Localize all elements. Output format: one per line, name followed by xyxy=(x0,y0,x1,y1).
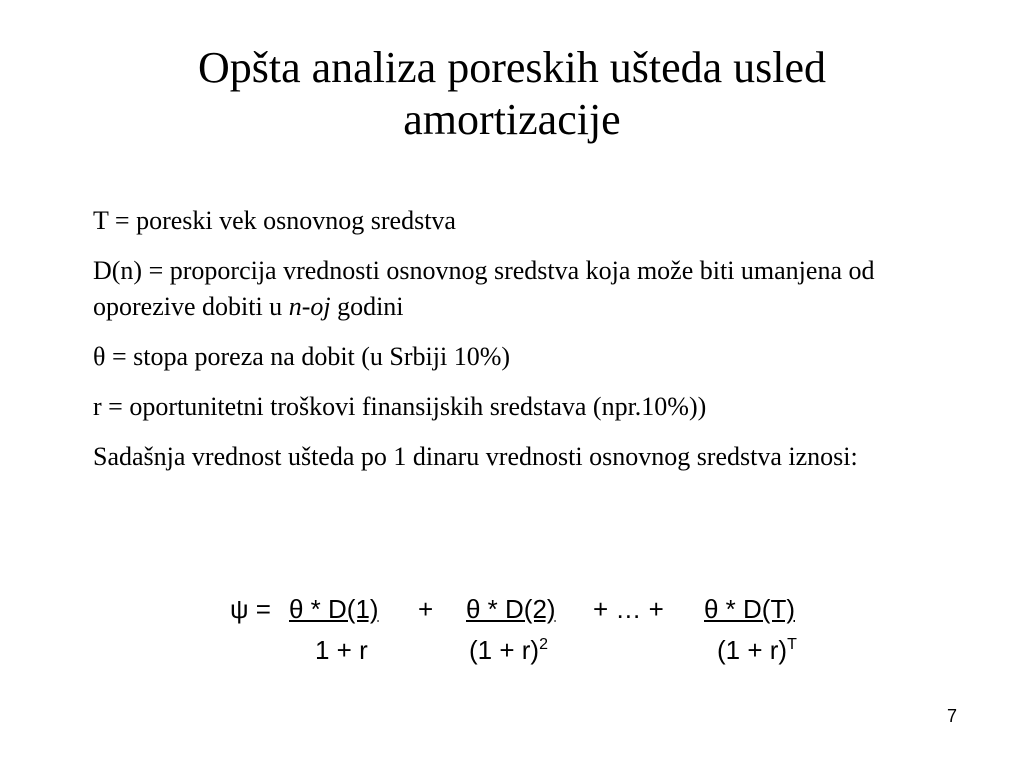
definition-d-tail: godini xyxy=(330,292,404,321)
slide-title xyxy=(0,42,1024,146)
formula-plus-1: + xyxy=(418,594,434,624)
formula-denominator-1: 1 + r xyxy=(315,635,368,665)
formula-denominator-3-base: (1 + r) xyxy=(717,635,788,665)
formula-numerator-1: θ * D(1) xyxy=(289,594,379,624)
page-number: 7 xyxy=(947,706,958,726)
formula-numerator-3: θ * D(T) xyxy=(704,594,795,624)
formula-lhs: ψ = xyxy=(230,594,271,624)
definition-r: r = oportunitetni troškovi finansijskih sredstava (npr.10%)) xyxy=(93,392,707,421)
formula-numerator-2: θ * D(2) xyxy=(466,594,556,624)
definition-d-italic: n-oj xyxy=(288,292,331,321)
definition-theta: θ = stopa poreza na dobit (u Srbiji 10%) xyxy=(93,342,511,371)
formula-denominator-2-base: (1 + r) xyxy=(469,635,540,665)
present-value-formula xyxy=(0,592,1024,682)
formula-denominator-3 xyxy=(717,635,797,665)
slide-title-line-1: Opšta analiza poreskih ušteda usled xyxy=(197,43,827,92)
formula-denominator-2-exponent: 2 xyxy=(539,636,548,653)
definition-d xyxy=(93,253,973,325)
formula-denominator-3-exponent: T xyxy=(787,636,797,653)
definition-present-value: Sadašnja vrednost ušteda po 1 dinaru vrednosti osnovnog sredstva iznosi: xyxy=(93,442,858,471)
slide-title-line-2: amortizacije xyxy=(403,95,621,144)
definitions-list xyxy=(93,203,973,489)
formula-denominator-2 xyxy=(469,635,548,665)
definition-t: T = poreski vek osnovnog sredstva xyxy=(93,206,456,235)
definition-d-text: D(n) = proporcija vrednosti osnovnog sredstva koja može biti umanjena od oporezive dobiti u xyxy=(93,256,875,321)
formula-plus-ellipsis: + … + xyxy=(593,594,664,624)
